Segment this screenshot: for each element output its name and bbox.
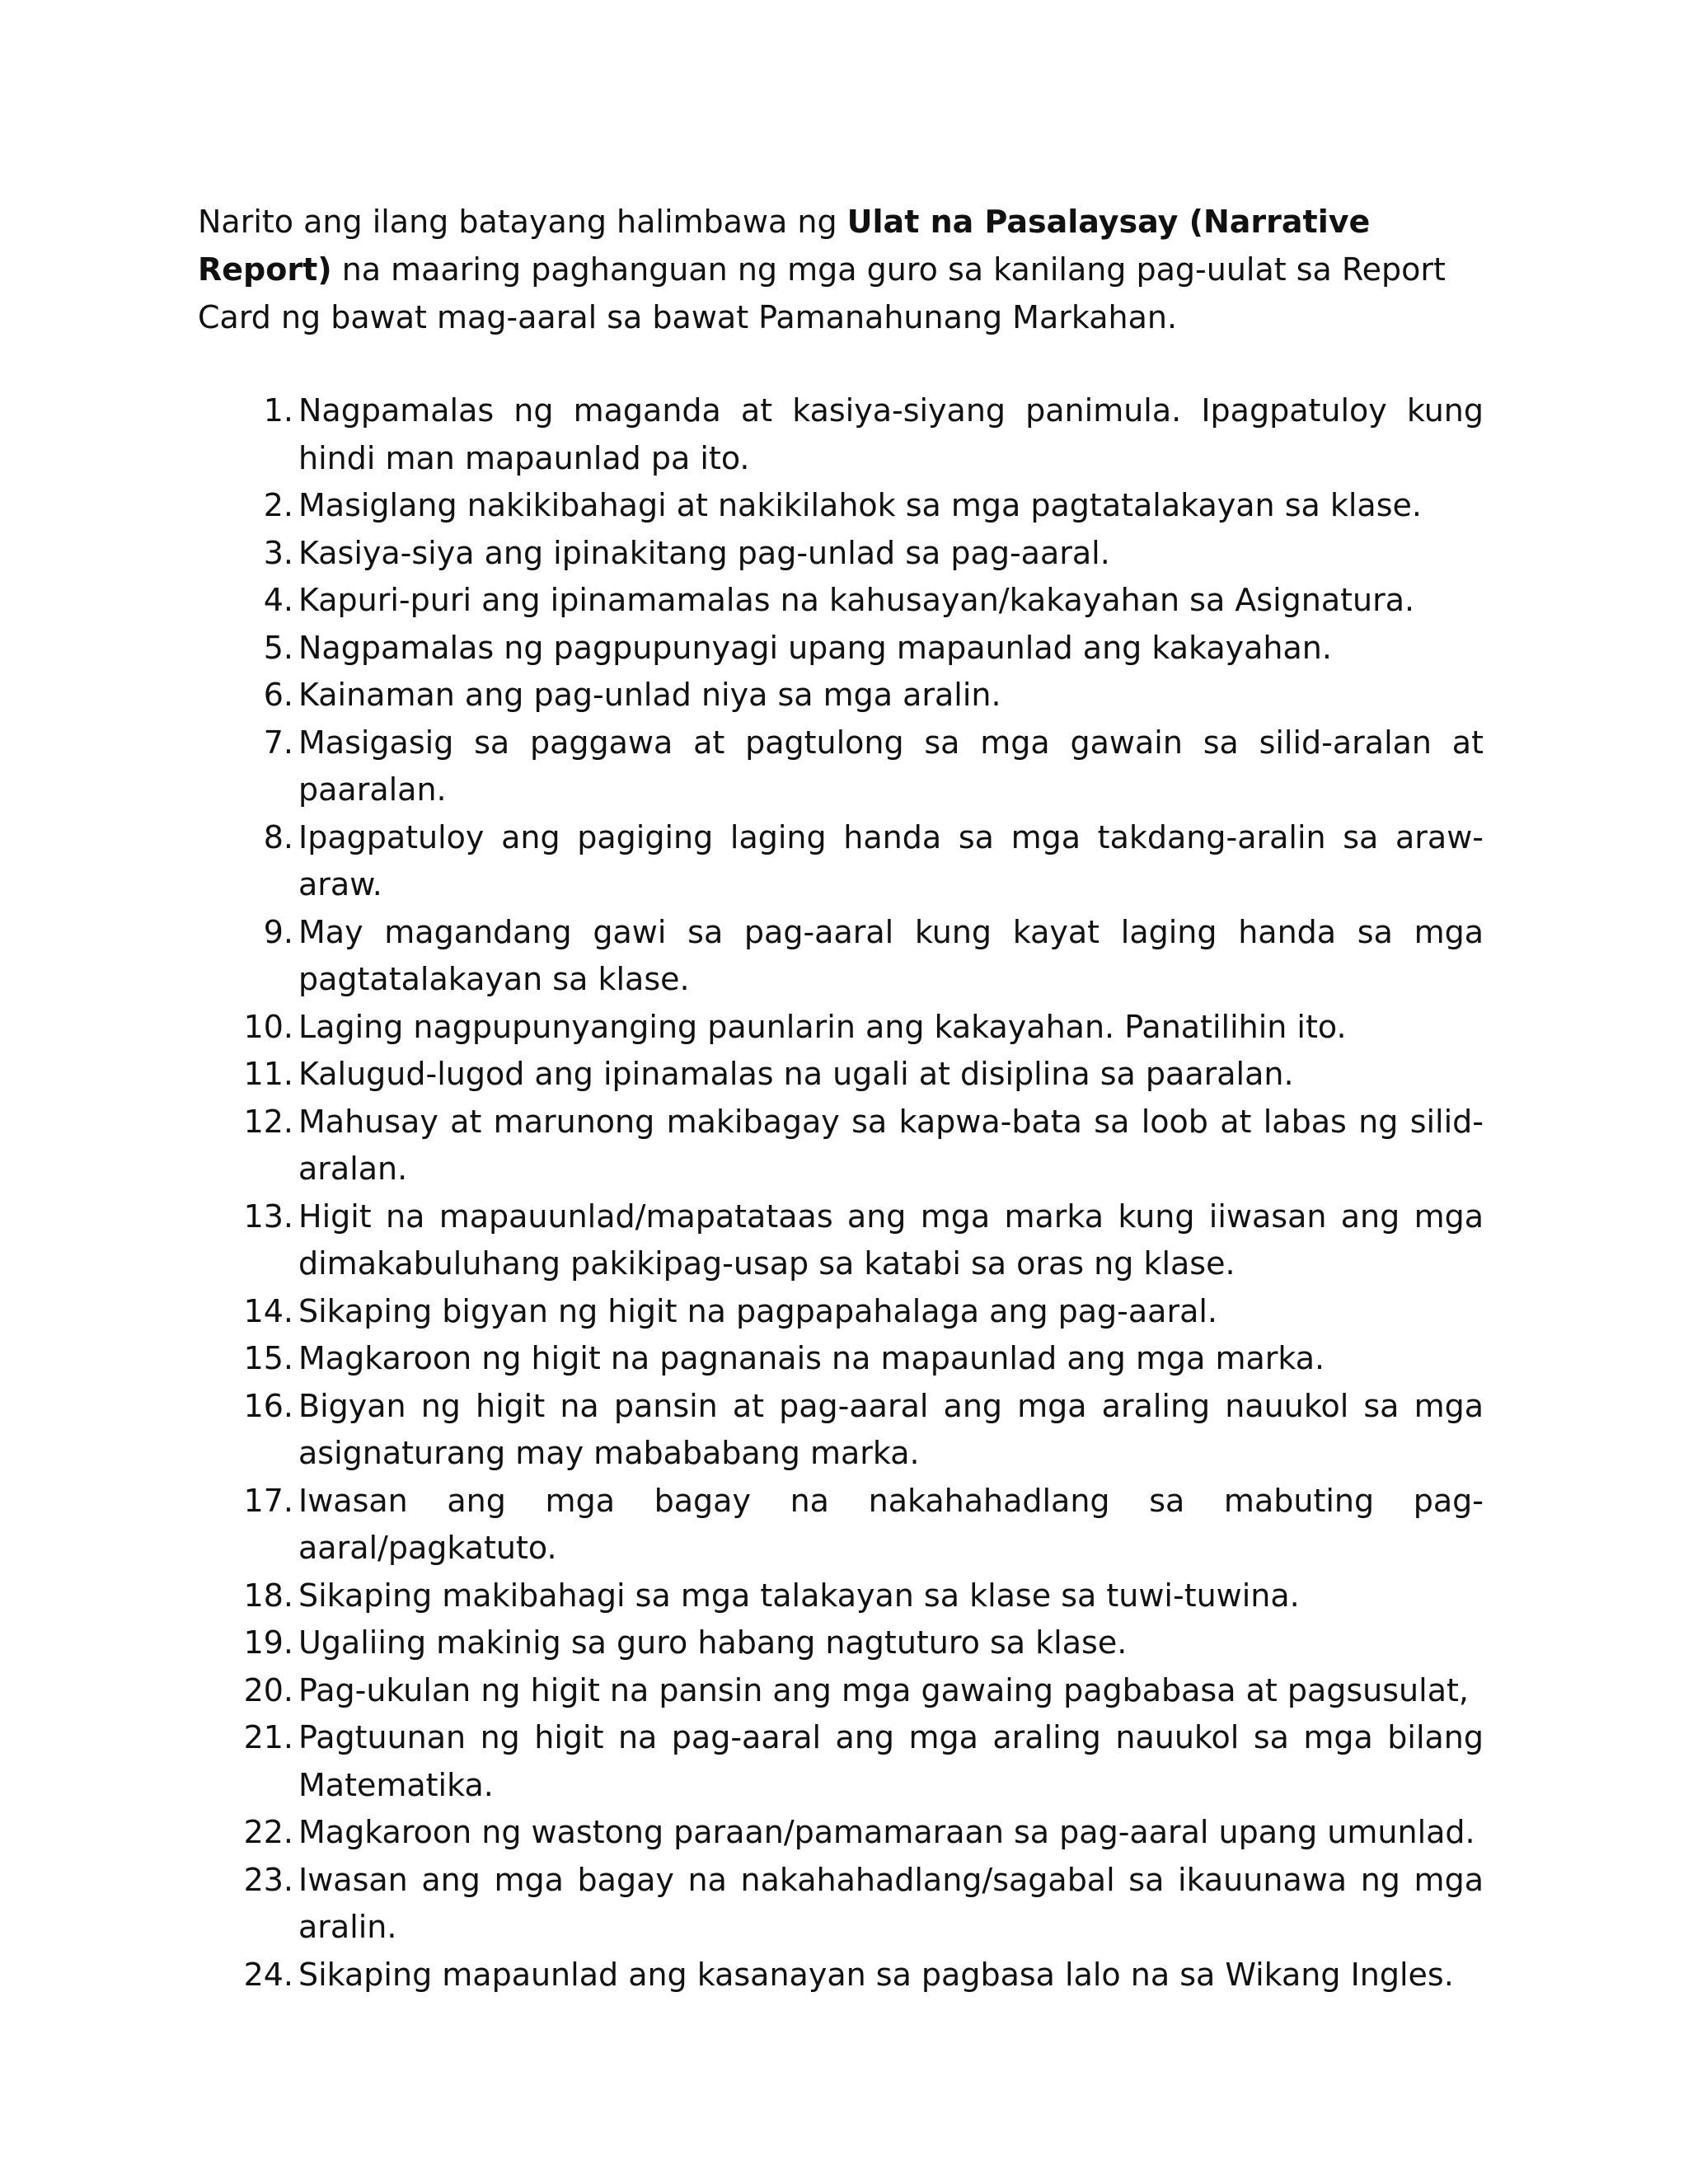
list-item-number: 18. [243, 1577, 293, 1614]
list-item-number: 20. [243, 1671, 293, 1708]
list-item [198, 909, 1484, 1004]
list-item-text: Kainaman ang pag-unlad niya sa mga aralin. [298, 677, 1001, 713]
list-item [198, 1809, 1484, 1857]
list-item [198, 1193, 1484, 1288]
list-item-number: 17. [243, 1482, 293, 1519]
list-item [198, 1714, 1484, 1809]
list-item-number: 6. [263, 677, 293, 713]
list-item-number: 3. [263, 534, 293, 571]
list-item-text: Magkaroon ng higit na pagnanais na mapaunlad ang mga marka. [298, 1340, 1325, 1376]
list-item [198, 1335, 1484, 1383]
list-item [198, 672, 1484, 719]
list-item-number: 5. [263, 629, 293, 666]
list-item [198, 1051, 1484, 1099]
list-item-text: Kasiya-siya ang ipinakitang pag-unlad sa pag-aaral. [298, 534, 1110, 571]
list-item [198, 1857, 1484, 1952]
list-item-text: Pag-ukulan ng higit na pansin ang mga gawaing pagbabasa at pagsusulat, [298, 1671, 1469, 1708]
list-item-text: Pagtuunan ng higit na pag-aaral ang mga araling nauukol sa mga bilang Matematika. [298, 1719, 1484, 1803]
narrative-report-list [198, 387, 1484, 1999]
list-item-number: 1. [263, 392, 293, 429]
list-item [198, 1099, 1484, 1193]
list-item-text: Laging nagpupunyanging paunlarin ang kakayahan. Panatilihin ito. [298, 1008, 1347, 1045]
list-item-text: Nagpamalas ng maganda at kasiya-siyang panimula. Ipagpatuloy kung hindi man mapaunlad pa ito. [298, 392, 1484, 476]
list-item-number: 10. [243, 1008, 293, 1045]
list-item [198, 530, 1484, 578]
list-item-number: 23. [243, 1861, 293, 1898]
list-item [198, 1667, 1484, 1715]
list-item-number: 24. [243, 1956, 293, 1993]
list-item-text: Sikaping mapaunlad ang kasanayan sa pagbasa lalo na sa Wikang Ingles. [298, 1956, 1454, 1993]
list-item-text: Kapuri-puri ang ipinamamalas na kahusayan/kakayahan sa Asignatura. [298, 582, 1415, 618]
list-item-text: Mahusay at marunong makibagay sa kapwa-bata sa loob at labas ng silid-aralan. [298, 1103, 1484, 1187]
list-item [198, 1952, 1484, 1999]
list-item-number: 14. [243, 1292, 293, 1329]
list-item-text: May magandang gawi sa pag-aaral kung kayat laging handa sa mga pagtatalakayan sa klase. [298, 913, 1484, 997]
list-item [198, 1619, 1484, 1667]
intro-text-2: na maaring paghanguan ng mga guro sa kanilang pag-uulat sa Report Card ng bawat mag-aaral sa bawat Pamanahunang Markahan. [198, 251, 1446, 335]
list-item-text: Bigyan ng higit na pansin at pag-aaral ang mga araling nauukol sa mga asignaturang may mabababang marka. [298, 1387, 1484, 1471]
list-item [198, 482, 1484, 530]
list-item-text: Ipagpatuloy ang pagiging laging handa sa mga takdang-aralin sa araw-araw. [298, 818, 1484, 902]
list-item-number: 19. [243, 1624, 293, 1661]
list-item-text: Kalugud-lugod ang ipinamalas na ugali at disiplina sa paaralan. [298, 1056, 1294, 1092]
list-item [198, 577, 1484, 625]
intro-paragraph [198, 198, 1484, 341]
list-item-number: 7. [263, 724, 293, 761]
list-item [198, 1383, 1484, 1478]
list-item [198, 814, 1484, 909]
list-item-text: Masigasig sa paggawa at pagtulong sa mga gawain sa silid-aralan at paaralan. [298, 724, 1484, 808]
list-item-number: 13. [243, 1197, 293, 1235]
list-item [198, 625, 1484, 673]
document-page [198, 198, 1484, 1999]
list-item [198, 1572, 1484, 1620]
list-item-number: 8. [263, 818, 293, 855]
list-item-text: Sikaping makibahagi sa mga talakayan sa klase sa tuwi-tuwina. [298, 1577, 1300, 1614]
list-item-text: Nagpamalas ng pagpupunyagi upang mapaunlad ang kakayahan. [298, 629, 1332, 666]
list-item-text: Masiglang nakikibahagi at nakikilahok sa mga pagtatalakayan sa klase. [298, 487, 1422, 523]
intro-text-1: Narito ang ilang batayang halimbawa ng [198, 204, 847, 240]
list-item-text: Ugaliing makinig sa guro habang nagtuturo sa klase. [298, 1624, 1128, 1661]
list-item-number: 2. [263, 487, 293, 523]
list-item-text: Higit na mapauunlad/mapatataas ang mga marka kung iiwasan ang mga dimakabuluhang pakikipag-usap sa katabi sa oras ng klase. [298, 1197, 1484, 1282]
list-item-number: 21. [243, 1719, 293, 1755]
list-item-number: 16. [243, 1387, 293, 1424]
list-item-number: 22. [243, 1814, 293, 1850]
list-item-text: Sikaping bigyan ng higit na pagpapahalaga ang pag-aaral. [298, 1292, 1218, 1329]
list-item-number: 9. [263, 913, 293, 950]
list-item-text: Iwasan ang mga bagay na nakahahadlang sa mabuting pag-aaral/pagkatuto. [298, 1482, 1484, 1566]
list-item [198, 387, 1484, 482]
list-item-number: 15. [243, 1340, 293, 1376]
list-item [198, 719, 1484, 814]
list-item-text: Magkaroon ng wastong paraan/pamamaraan sa pag-aaral upang umunlad. [298, 1814, 1475, 1850]
list-item-number: 11. [243, 1056, 293, 1092]
intro-bold-title: Ulat na Pasalaysay (Narrative Report) [198, 204, 1371, 288]
list-item [198, 1004, 1484, 1052]
list-item-number: 4. [263, 582, 293, 618]
list-item-number: 12. [243, 1103, 293, 1140]
list-item [198, 1478, 1484, 1572]
list-item-text: Iwasan ang mga bagay na nakahahadlang/sagabal sa ikauunawa ng mga aralin. [298, 1861, 1484, 1945]
list-item [198, 1288, 1484, 1336]
